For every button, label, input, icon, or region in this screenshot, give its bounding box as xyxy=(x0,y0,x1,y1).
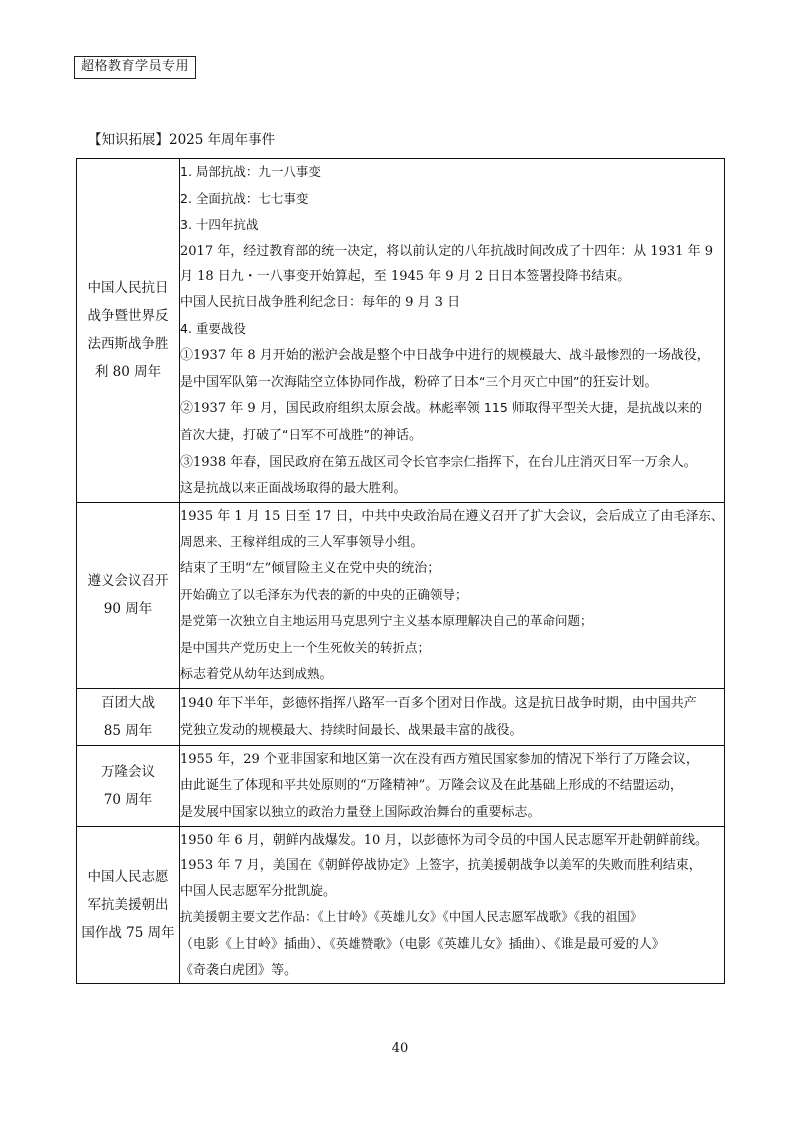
body-text: 党独立发动的 xyxy=(180,722,259,738)
event-row xyxy=(77,826,725,984)
body-text: 原则的“万隆精神”。万隆会议及在此基础上形成的 xyxy=(321,778,608,794)
body-text: 中国人民志愿军分批凯旋。 xyxy=(180,883,337,899)
body-text: 组成的三人军事领导小组。 xyxy=(267,535,424,551)
event-title-line: 百团大战 xyxy=(101,694,155,711)
detail-line xyxy=(180,746,724,773)
body-text: ②1937 年 9 月，国民政府组织太原会战。 xyxy=(180,401,429,417)
event-row xyxy=(77,159,725,503)
detail-line xyxy=(180,342,724,369)
body-text: （电影《上甘岭》插曲）、 xyxy=(180,937,330,953)
emphasis-text: 李宗仁 xyxy=(438,453,476,469)
body-text: 率领 xyxy=(453,401,484,417)
emphasis-text: 开始确立了以毛泽东为代表的新的中央的正确领导； xyxy=(180,586,468,602)
emphasis-text: 和平共处 xyxy=(271,777,322,793)
event-title-line: 中国人民志愿 xyxy=(87,868,169,885)
emphasis-text: 《英雄赞歌》 xyxy=(329,936,399,952)
detail-line xyxy=(180,717,724,744)
event-title-line: 万隆会议 xyxy=(101,763,155,780)
body-text: 1950 年 6 月，朝鲜内战爆发。10 月，以 xyxy=(180,832,424,848)
detail-line xyxy=(180,556,724,582)
section-title: 【知识拓展】2025 年周年事件 xyxy=(88,132,276,148)
body-text: 1953 年 7 月，美国在《朝鲜停战协定》上签字，抗美援朝战争以美军的失败而胜利结束， xyxy=(180,858,702,874)
event-details xyxy=(180,745,725,826)
emphasis-text: 周恩来、王稼祥 xyxy=(180,534,268,550)
emphasis-text: 从幼年达到成熟 xyxy=(232,666,320,682)
detail-line xyxy=(180,958,724,984)
body-text: 指挥下，在台儿庄消灭日军一万余人。 xyxy=(475,454,697,470)
emphasis-text: 是中国共产党历史上一个生死攸关的转折点； xyxy=(180,639,431,655)
event-title-line: 90 周年 xyxy=(103,601,153,618)
body-text: 2017 年，经过教育部的统一决定，将以前认定的八年抗战时间改成了十四年：从 1931 年 9 xyxy=(180,243,713,259)
event-details xyxy=(180,159,725,503)
detail-line xyxy=(180,369,724,396)
event-details xyxy=(180,502,725,688)
detail-line xyxy=(180,529,724,556)
detail-line xyxy=(180,449,724,476)
detail-line xyxy=(180,290,724,316)
body-text: 是中国军队第一次海陆空立体协同作战，粉碎了日本 xyxy=(180,374,480,390)
event-row xyxy=(77,745,725,826)
body-text: 1940 年下半年， xyxy=(180,696,283,712)
emphasis-text: 是党第一次独立自主地运用马克思列宁主义基本原理解决自己的革命问题； xyxy=(180,613,593,629)
body-text: ，打破了 xyxy=(230,427,283,443)
event-title-line: 法西斯战争胜 xyxy=(87,336,169,353)
detail-line xyxy=(180,212,724,239)
detail-line xyxy=(180,316,724,343)
body-text: 师取得 xyxy=(507,401,551,417)
body-text: 指挥八路军一百多个团对日作战。这是抗日战争时期，由中国共产 xyxy=(319,696,697,712)
event-title-line: 战争暨世界反 xyxy=(87,308,169,325)
detail-line xyxy=(180,608,724,635)
emphasis-text: 彭德怀 xyxy=(423,831,461,847)
emphasis-text: 3. 十四年抗战 xyxy=(180,217,259,233)
event-row xyxy=(77,502,725,688)
emphasis-text: 4. 重要战役 xyxy=(180,320,246,336)
body-text: 的狂妄计划。 xyxy=(579,374,658,390)
body-text: 1955 年，29 个亚非国家和地区 xyxy=(180,751,368,767)
detail-line xyxy=(180,827,724,854)
event-title-line: 遵义会议召开 xyxy=(87,573,169,590)
event-details xyxy=(180,688,725,745)
anniversary-events-table xyxy=(76,158,725,984)
emphasis-text: 第一次在没有西方殖民国家参加 xyxy=(367,750,543,766)
emphasis-text: 毛泽东、 xyxy=(673,507,724,523)
body-text: 。 xyxy=(393,481,407,497)
body-text: 是发展中国家以 xyxy=(180,805,272,821)
body-text: 月 18 日九・一八事变开始算起，至 1945 年 9 月 2 日日本签署投降书结束。 xyxy=(180,269,631,285)
emphasis-text: 独立的政治力量 xyxy=(271,804,359,820)
emphasis-text: 林彪 xyxy=(428,400,454,416)
emphasis-text: 2. 全面抗战：七七事变 xyxy=(180,190,309,206)
body-text: 由此诞生了体现 xyxy=(180,778,272,794)
body-text: 结束了王明“左”倾冒险主义在党中央的统治； xyxy=(180,560,441,576)
event-title xyxy=(77,826,180,984)
watermark-badge: 超格教育学员专用 xyxy=(74,56,196,79)
detail-line xyxy=(180,582,724,609)
body-text: 。 xyxy=(319,667,333,683)
body-text: ③1938 年春，国民政府在第五战区司令长官 xyxy=(180,454,439,470)
body-text: 的情况下举行了万隆会议， xyxy=(542,751,699,767)
event-title xyxy=(77,159,180,503)
emphasis-text: “日军不可战胜” xyxy=(282,426,370,442)
body-text: 登上国际政治舞台的重要标志。 xyxy=(358,805,541,821)
event-title xyxy=(77,688,180,745)
emphasis-text: 彭德怀 xyxy=(282,695,320,711)
detail-line xyxy=(180,503,724,530)
body-text: 《奇袭白虎团》等。 xyxy=(180,962,298,978)
body-text: ， xyxy=(669,778,683,794)
emphasis-text: 规模最大、战斗最惨烈 xyxy=(506,347,632,363)
event-title-line: 85 周年 xyxy=(103,722,153,739)
emphasis-text: 规模最大、持续时间最长、战果最丰富 xyxy=(258,721,471,737)
detail-line xyxy=(180,853,724,879)
emphasis-text: 平型关大捷 xyxy=(550,400,614,416)
emphasis-text: 不结盟运动 xyxy=(607,777,670,793)
detail-line xyxy=(180,690,724,717)
detail-line xyxy=(180,879,724,905)
body-text: ，是 xyxy=(613,401,640,417)
detail-line xyxy=(180,799,724,826)
body-text: （电影《英雄儿女》插曲）、《谁是最可爱的人》 xyxy=(398,937,665,953)
detail-line xyxy=(180,772,724,799)
emphasis-text: 1. 局部抗战：九一八事变 xyxy=(180,164,321,179)
detail-line xyxy=(180,904,724,931)
detail-line xyxy=(180,475,724,502)
emphasis-text: 首次大捷 xyxy=(180,426,231,442)
body-text: 的战役。 xyxy=(470,722,523,738)
emphasis-text: 抗战以来正面战场取得的最大胜利 xyxy=(206,480,394,496)
event-title-line: 中国人民抗日 xyxy=(87,280,169,297)
detail-line xyxy=(180,635,724,662)
detail-line xyxy=(180,931,724,958)
event-title xyxy=(77,745,180,826)
body-text: 标志着党 xyxy=(180,667,233,683)
emphasis-text: 抗美援朝主要文艺作品：《上甘岭》《英雄儿女》《中国人民志愿军战歌》《我的祖国》 xyxy=(180,909,643,925)
event-title-line: 70 周年 xyxy=(103,791,153,808)
event-details xyxy=(180,826,725,984)
emphasis-text: “三个月灭亡中国” xyxy=(479,373,580,389)
detail-line xyxy=(180,159,724,186)
body-text: 的神话。 xyxy=(369,427,422,443)
event-title-line: 利 80 周年 xyxy=(94,364,162,381)
emphasis-text: 抗战以来的 xyxy=(639,400,702,416)
detail-line xyxy=(180,395,724,422)
emphasis-text: 115 xyxy=(483,400,508,416)
body-text: 1935 年 1 月 15 日至 17 日，中共中央政治局在遵义召开了扩大会议，会后成立了由 xyxy=(180,508,674,524)
detail-line xyxy=(180,264,724,290)
event-row xyxy=(77,688,725,745)
event-title-line: 军抗美援朝出 xyxy=(87,896,169,913)
detail-line xyxy=(180,422,724,449)
detail-line xyxy=(180,661,724,688)
body-text: 这是 xyxy=(180,481,207,497)
body-text: 为司令员的中国人民志愿军开赴朝鲜前线。 xyxy=(460,832,708,848)
body-text: 的一场战役， xyxy=(631,348,710,364)
body-text: 中国人民抗日战争胜利纪念日：每年的 9 月 3 日 xyxy=(180,294,461,310)
detail-line xyxy=(180,239,724,265)
page-number: 40 xyxy=(391,1041,409,1056)
event-title xyxy=(77,502,180,688)
detail-line xyxy=(180,186,724,213)
body-text: ①1937 年 8 月开始的淞沪会战是整个中日战争中进行的 xyxy=(180,348,507,364)
event-title-line: 国作战 75 周年 xyxy=(81,924,175,941)
